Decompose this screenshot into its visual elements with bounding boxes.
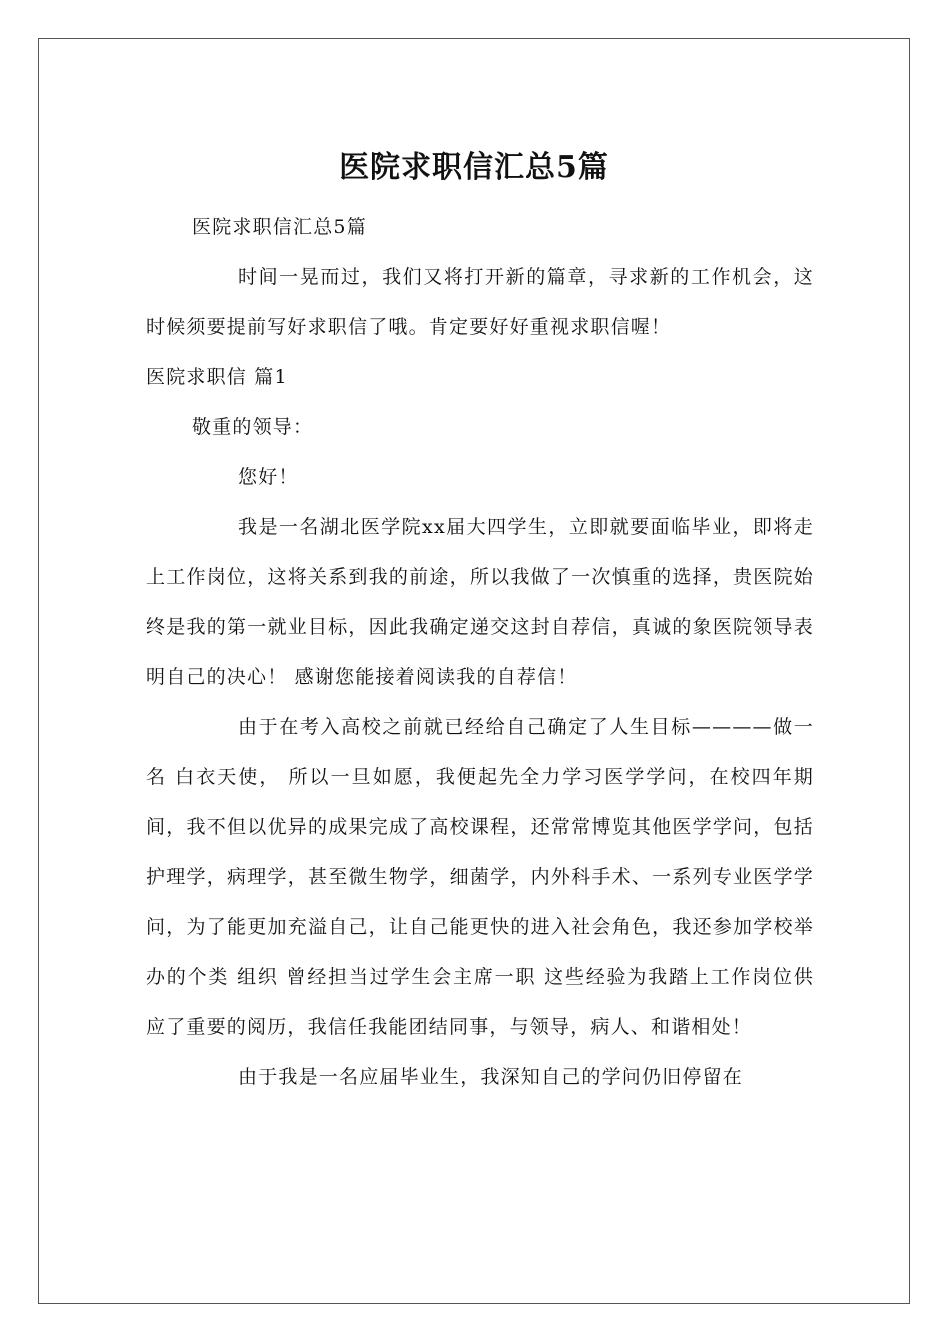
- document-body: [146, 202, 814, 1102]
- document-title: 医院求职信汇总5篇: [339, 150, 609, 186]
- salutation: 敬重的领导：: [192, 416, 314, 438]
- body-paragraph: 我是一名湖北医学院xx届大四学生，立即就要面临毕业，即将走上工作岗位，这将关系到我的前途，所以我做了一次慎重的选择，贵医院始终是我的第一就业目标，因此我确定递交这封自荐信，真诚的象医院领导表明自己的决心！ 感谢您能接着阅读我的自荐信！: [146, 516, 814, 688]
- body-paragraph: 由于我是一名应届毕业生，我深知自己的学问仍旧停留在: [238, 1066, 744, 1088]
- intro-paragraph: 时间一晃而过，我们又将打开新的篇章，寻求新的工作机会，这时候须要提前写好求职信了哦。肯定要好好重视求职信喔！: [146, 266, 814, 338]
- subtitle-paragraph: 医院求职信汇总5篇: [192, 216, 367, 238]
- greeting: 您好！: [238, 466, 299, 488]
- body-paragraph: 由于在考入高校之前就已经给自己确定了人生目标————做一名 白衣天使， 所以一旦如愿，我便起先全力学习医学学问，在校四年期间，我不但以优异的成果完成了高校课程，还常常博览其他医学学问，包括护理学，病理学，甚至微生物学，细菌学，内外科手术、一系列专业医学学问，为了能更加充溢自己，让自己能更快的进入社会角色，我还参加学校举办的个类 组织 曾经担当过学生会主席一职 这些经验为我踏上工作岗位供应了重要的阅历，我信任我能团结同事，与领导，病人、和谐相处！: [146, 716, 814, 1038]
- section-heading: 医院求职信 篇1: [146, 366, 288, 388]
